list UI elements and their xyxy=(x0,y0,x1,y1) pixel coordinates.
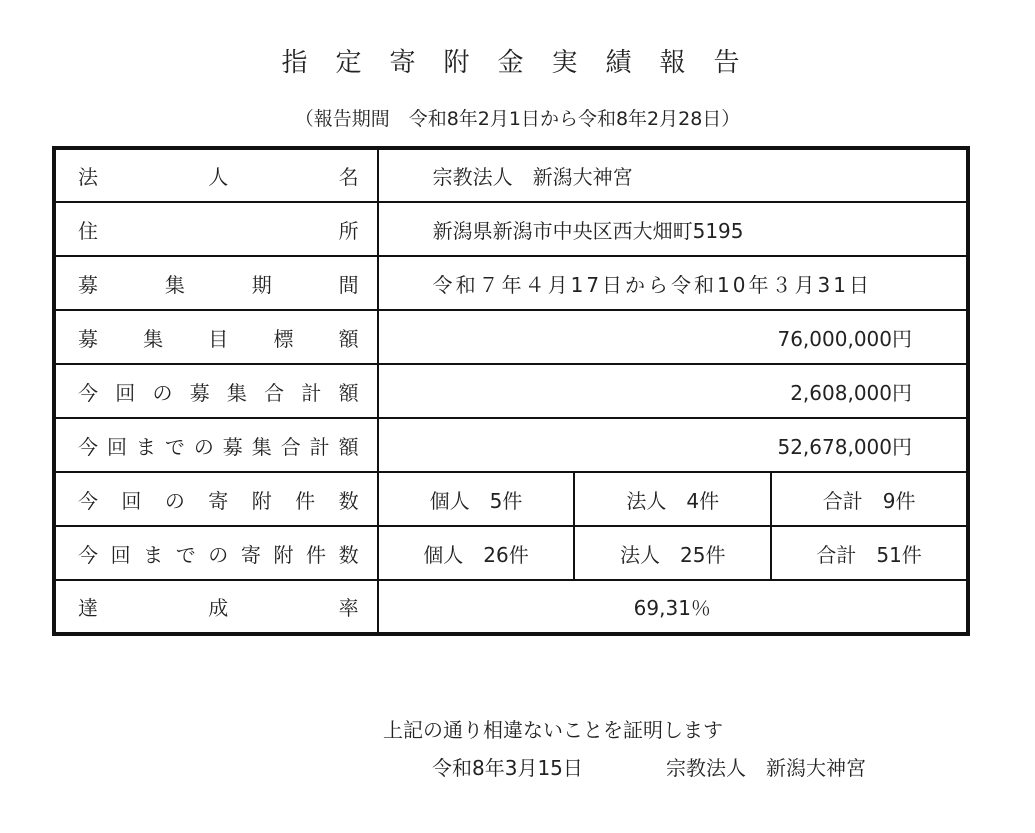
report-table xyxy=(52,146,970,636)
table-row xyxy=(54,472,968,526)
row-label-address: 住所 xyxy=(54,202,378,256)
recruit-period-value: 令和７年４月17日から令和10年３月31日 xyxy=(378,256,968,310)
certification-signer: 宗教法人 新潟大神宮 xyxy=(666,756,866,780)
row-label-current-count: 今回の寄附件数 xyxy=(54,472,378,526)
table-row xyxy=(54,310,968,364)
cumulative-total-value: 52,678,000円 xyxy=(378,418,968,472)
report-period: （報告期間 令和8年2月1日から令和8年2月28日） xyxy=(294,108,741,130)
table-row xyxy=(54,202,968,256)
cumulative-count-individual: 個人 26件 xyxy=(378,526,575,580)
table-row xyxy=(54,256,968,310)
certification-date: 令和8年3月15日 xyxy=(432,756,583,780)
row-label-target-amount: 募集目標額 xyxy=(54,310,378,364)
cumulative-count-corporate: 法人 25件 xyxy=(574,526,771,580)
row-label-recruit-period: 募集期間 xyxy=(54,256,378,310)
table-row xyxy=(54,364,968,418)
row-label-cumulative-count: 今回までの寄附件数 xyxy=(54,526,378,580)
achievement-value: 69,31％ xyxy=(378,580,968,634)
row-label-achievement: 達成率 xyxy=(54,580,378,634)
row-label-current-total: 今回の募集合計額 xyxy=(54,364,378,418)
table-row xyxy=(54,148,968,202)
table-row xyxy=(54,580,968,634)
certification-statement: 上記の通り相違ないことを証明します xyxy=(383,718,723,742)
document-title: 指定寄附金実績報告 xyxy=(281,48,768,78)
current-count-total: 合計 9件 xyxy=(771,472,968,526)
row-label-corp-name: 法人名 xyxy=(54,148,378,202)
address-value: 新潟県新潟市中央区西大畑町5195 xyxy=(378,202,968,256)
current-total-value: 2,608,000円 xyxy=(378,364,968,418)
current-count-individual: 個人 5件 xyxy=(378,472,575,526)
target-amount-value: 76,000,000円 xyxy=(378,310,968,364)
current-count-corporate: 法人 4件 xyxy=(574,472,771,526)
cumulative-count-total: 合計 51件 xyxy=(771,526,968,580)
corp-name-value: 宗教法人 新潟大神宮 xyxy=(378,148,968,202)
row-label-cumulative-total: 今回までの募集合計額 xyxy=(54,418,378,472)
table-row xyxy=(54,526,968,580)
table-row xyxy=(54,418,968,472)
